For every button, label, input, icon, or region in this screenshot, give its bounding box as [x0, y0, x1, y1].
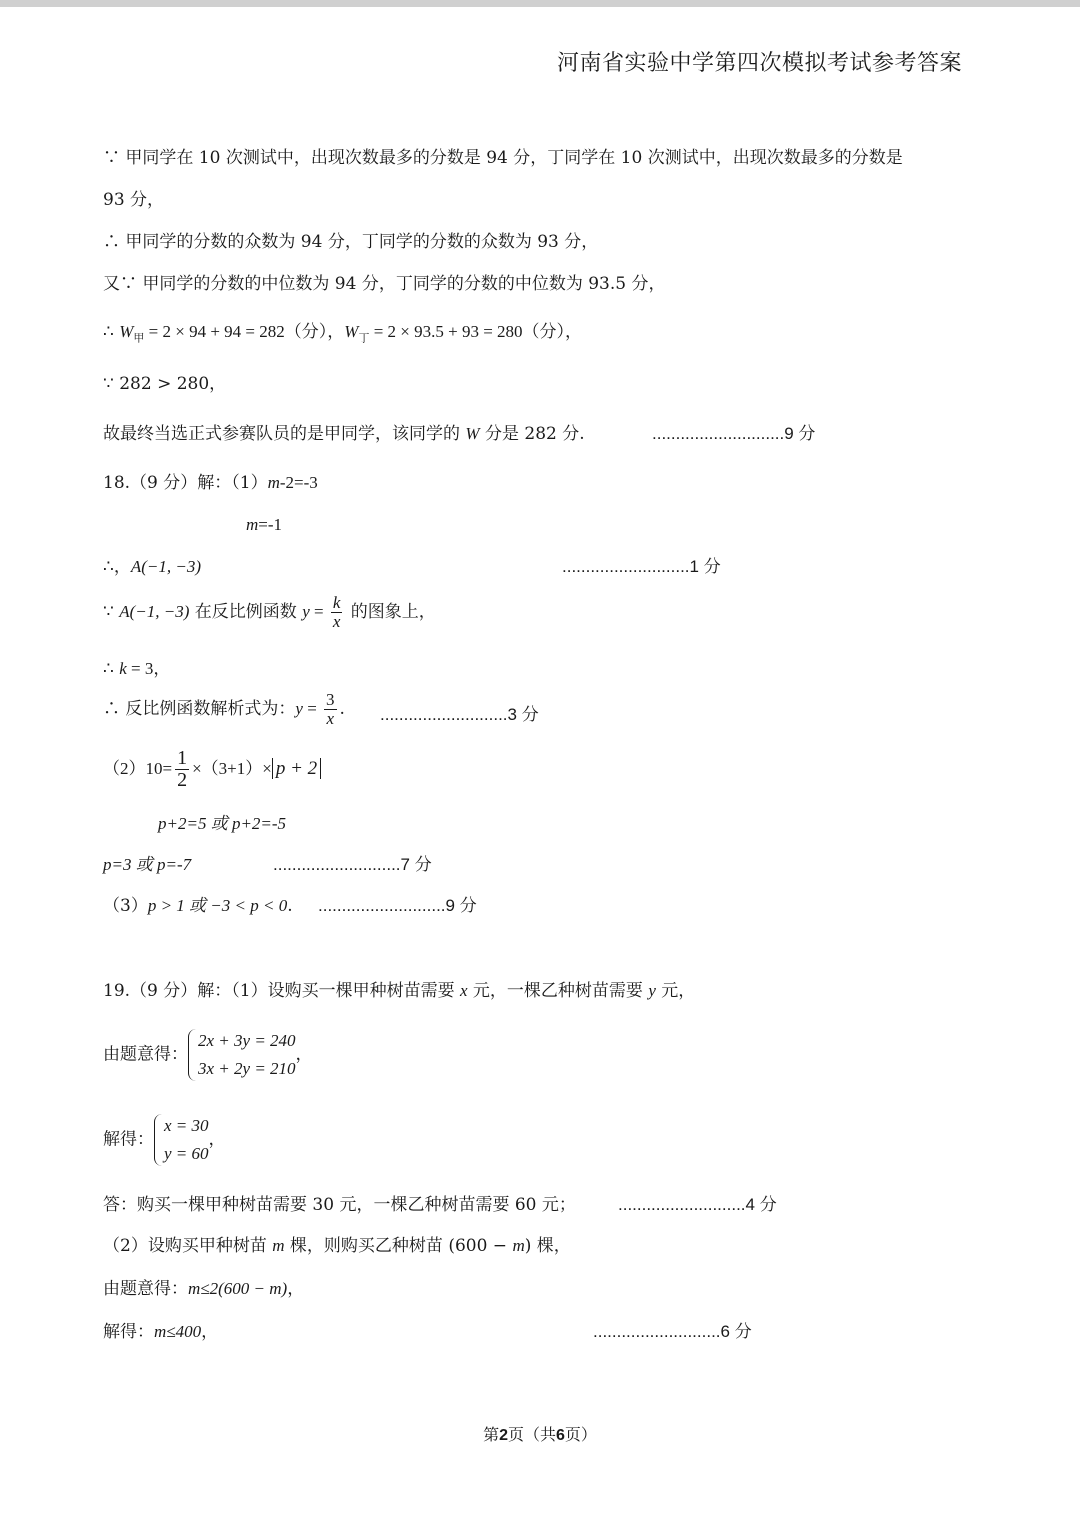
score-marker-1: ...........................1 分 [562, 557, 721, 576]
fraction-denominator: 2 [177, 769, 188, 791]
comma: ， [201, 1322, 219, 1342]
inequality-expr: m≤2(600 − m) [188, 1279, 288, 1298]
m-symbol: m [246, 515, 259, 534]
m-eq: =-1 [258, 515, 283, 534]
part3-label: （3） [103, 896, 148, 916]
m-symbol: m [267, 473, 280, 492]
y-symbol: y [302, 601, 310, 621]
score-marker-3: ...........................3 分 [380, 705, 539, 724]
w-symbol: W [344, 322, 359, 341]
period: . [287, 896, 293, 916]
text-line-6: ∵ 282 > 280， [103, 374, 227, 394]
because-symbol: ∵ [103, 601, 120, 622]
q19-solution-line [103, 1112, 226, 1168]
solution-row: y = 60 [164, 1144, 209, 1163]
q19-inequality-solution [103, 1320, 218, 1344]
footer-mid: 页（共 [507, 1425, 556, 1444]
text-line-4: 又∵ 甲同学的分数的中位数为 94 分，丁同学的分数的中位数为 93.5 分， [103, 274, 666, 294]
text-line-3: ∴ 甲同学的分数的众数为 94 分，丁同学的分数的众数为 93 分， [103, 232, 599, 252]
inverse-function-text: 在反比例函数 [189, 601, 303, 622]
conclusion-score-text: 分是 282 分. [479, 424, 585, 444]
q19-label: 19.（9 分）解：（1）设购买一棵甲种树苗需要 [103, 981, 460, 1001]
inequality-label: 由题意得： [103, 1279, 188, 1299]
q18-part3-line [103, 894, 293, 918]
equals-sign: = [302, 698, 322, 718]
text-line-1: ∵ 甲同学在 10 次测试中，出现次数最多的分数是 94 分，丁同学在 10 次测试中，出现次数最多的分数是 [103, 148, 903, 168]
w-symbol: W [119, 322, 134, 341]
text-line-5 [103, 320, 582, 350]
q19-text: 元，一棵乙种树苗需要 [467, 981, 649, 1001]
point-a-coords: A(−1, −3) [130, 557, 201, 576]
q18-on-graph-line [103, 594, 436, 631]
fraction-denominator: x [326, 708, 335, 728]
absolute-value-expr: p + 2 [272, 758, 321, 779]
part2-text-end: ) 棵， [524, 1236, 571, 1256]
q18-p-solution: p=3 或 p=-7 [103, 855, 192, 874]
k-symbol: k [119, 659, 127, 678]
product-text: ×（3+1）× [192, 759, 272, 778]
m-symbol: m [512, 1236, 525, 1255]
conclusion-text: 故最终当选正式参赛队员的是甲同学，该同学的 [103, 424, 466, 444]
therefore-symbol: ∴ [103, 322, 120, 342]
fraction-numerator: k [332, 593, 341, 612]
y-symbol: y [295, 698, 303, 718]
graph-text: 的图象上， [345, 601, 436, 622]
solution-label: 解得： [103, 1129, 154, 1150]
y-symbol: y [648, 981, 656, 1000]
w-ding-calc: = 2 × 93.5 + 93 = 280（分）， [369, 322, 583, 341]
part2-label: （2）设购买甲种树苗 [103, 1236, 273, 1256]
q19-inequality-line [103, 1277, 304, 1301]
score-marker-4: ...........................4 分 [618, 1195, 777, 1214]
top-edge-bar [0, 0, 1080, 7]
w-symbol: W [465, 424, 480, 443]
q19-system-line [103, 1027, 313, 1083]
equation-system [188, 1027, 296, 1083]
text-line-7 [103, 422, 585, 446]
inequality-result: m≤400 [154, 1322, 202, 1341]
score-marker-6: ...........................6 分 [593, 1322, 752, 1341]
solution-system [154, 1112, 209, 1168]
fraction-numerator: 3 [326, 690, 335, 709]
total-pages: 6 [556, 1427, 565, 1444]
q19-text-end: 元， [655, 981, 696, 1001]
page-header-title: 河南省实验中学第四次模拟考试参考答案 [557, 51, 963, 76]
q18-heading [103, 471, 318, 495]
w-jia-calc: = 2 × 94 + 94 = 282（分）， [144, 322, 345, 341]
page-footer [0, 1422, 1080, 1445]
q19-part2-line [103, 1234, 571, 1258]
equation-row: 2x + 3y = 240 [198, 1031, 296, 1050]
score-marker-7: ...........................7 分 [273, 855, 432, 874]
q18-p-equation: p+2=5 或 p+2=-5 [158, 814, 287, 833]
q19-answer: 答：购买一棵甲种树苗需要 30 元，一棵乙种树苗需要 60 元； [103, 1195, 576, 1215]
point-a-coords: A(−1, −3) [119, 601, 190, 621]
fraction-numerator: 1 [177, 747, 188, 769]
current-page-number: 2 [499, 1427, 508, 1444]
q18-expression-line [103, 691, 345, 728]
comma: ， [287, 1279, 305, 1299]
subscript-jia: 甲 [133, 331, 145, 345]
equation-row: 3x + 2y = 210 [198, 1059, 296, 1078]
p-range: p > 1 或 −3 < p < 0 [147, 896, 288, 915]
q18-point-a [103, 555, 201, 579]
comma: ， [295, 1044, 313, 1065]
equals-sign: = [309, 601, 328, 621]
fraction-k-over-x [331, 594, 343, 631]
fraction-3-over-x [324, 691, 337, 728]
k-eq: = 3， [126, 659, 171, 678]
q18-eq: -2=-3 [279, 473, 318, 492]
q18-label: 18.（9 分）解：（1） [103, 473, 268, 493]
expression-label: ∴ 反比例函数解析式为： [103, 698, 296, 719]
fraction-denominator: x [332, 611, 341, 631]
subscript-ding: 丁 [358, 331, 370, 345]
q18-k-value [103, 657, 170, 681]
score-marker-9: ............................9 分 [652, 424, 816, 443]
q18-part2-line [103, 748, 321, 791]
solution-label: 解得： [103, 1322, 154, 1342]
therefore-symbol: ∴， [103, 557, 131, 577]
m-symbol: m [272, 1236, 285, 1255]
x-symbol: x [459, 981, 468, 1000]
comma: ， [208, 1129, 226, 1150]
footer-prefix: 第 [483, 1425, 500, 1444]
period: . [339, 698, 345, 719]
solution-row: x = 30 [164, 1116, 209, 1135]
q18-m-value [246, 513, 282, 537]
system-label: 由题意得： [103, 1044, 188, 1065]
therefore-symbol: ∴ [103, 659, 120, 679]
q19-heading [103, 979, 695, 1003]
score-marker-9b: ...........................9 分 [318, 896, 477, 915]
text-line-2: 93 分， [103, 190, 165, 210]
part2-label: （2）10= [103, 759, 173, 778]
footer-suffix: 页） [564, 1425, 597, 1444]
part2-text: 棵，则购买乙种树苗 (600 − [284, 1236, 513, 1256]
fraction-1-over-2 [175, 748, 189, 791]
